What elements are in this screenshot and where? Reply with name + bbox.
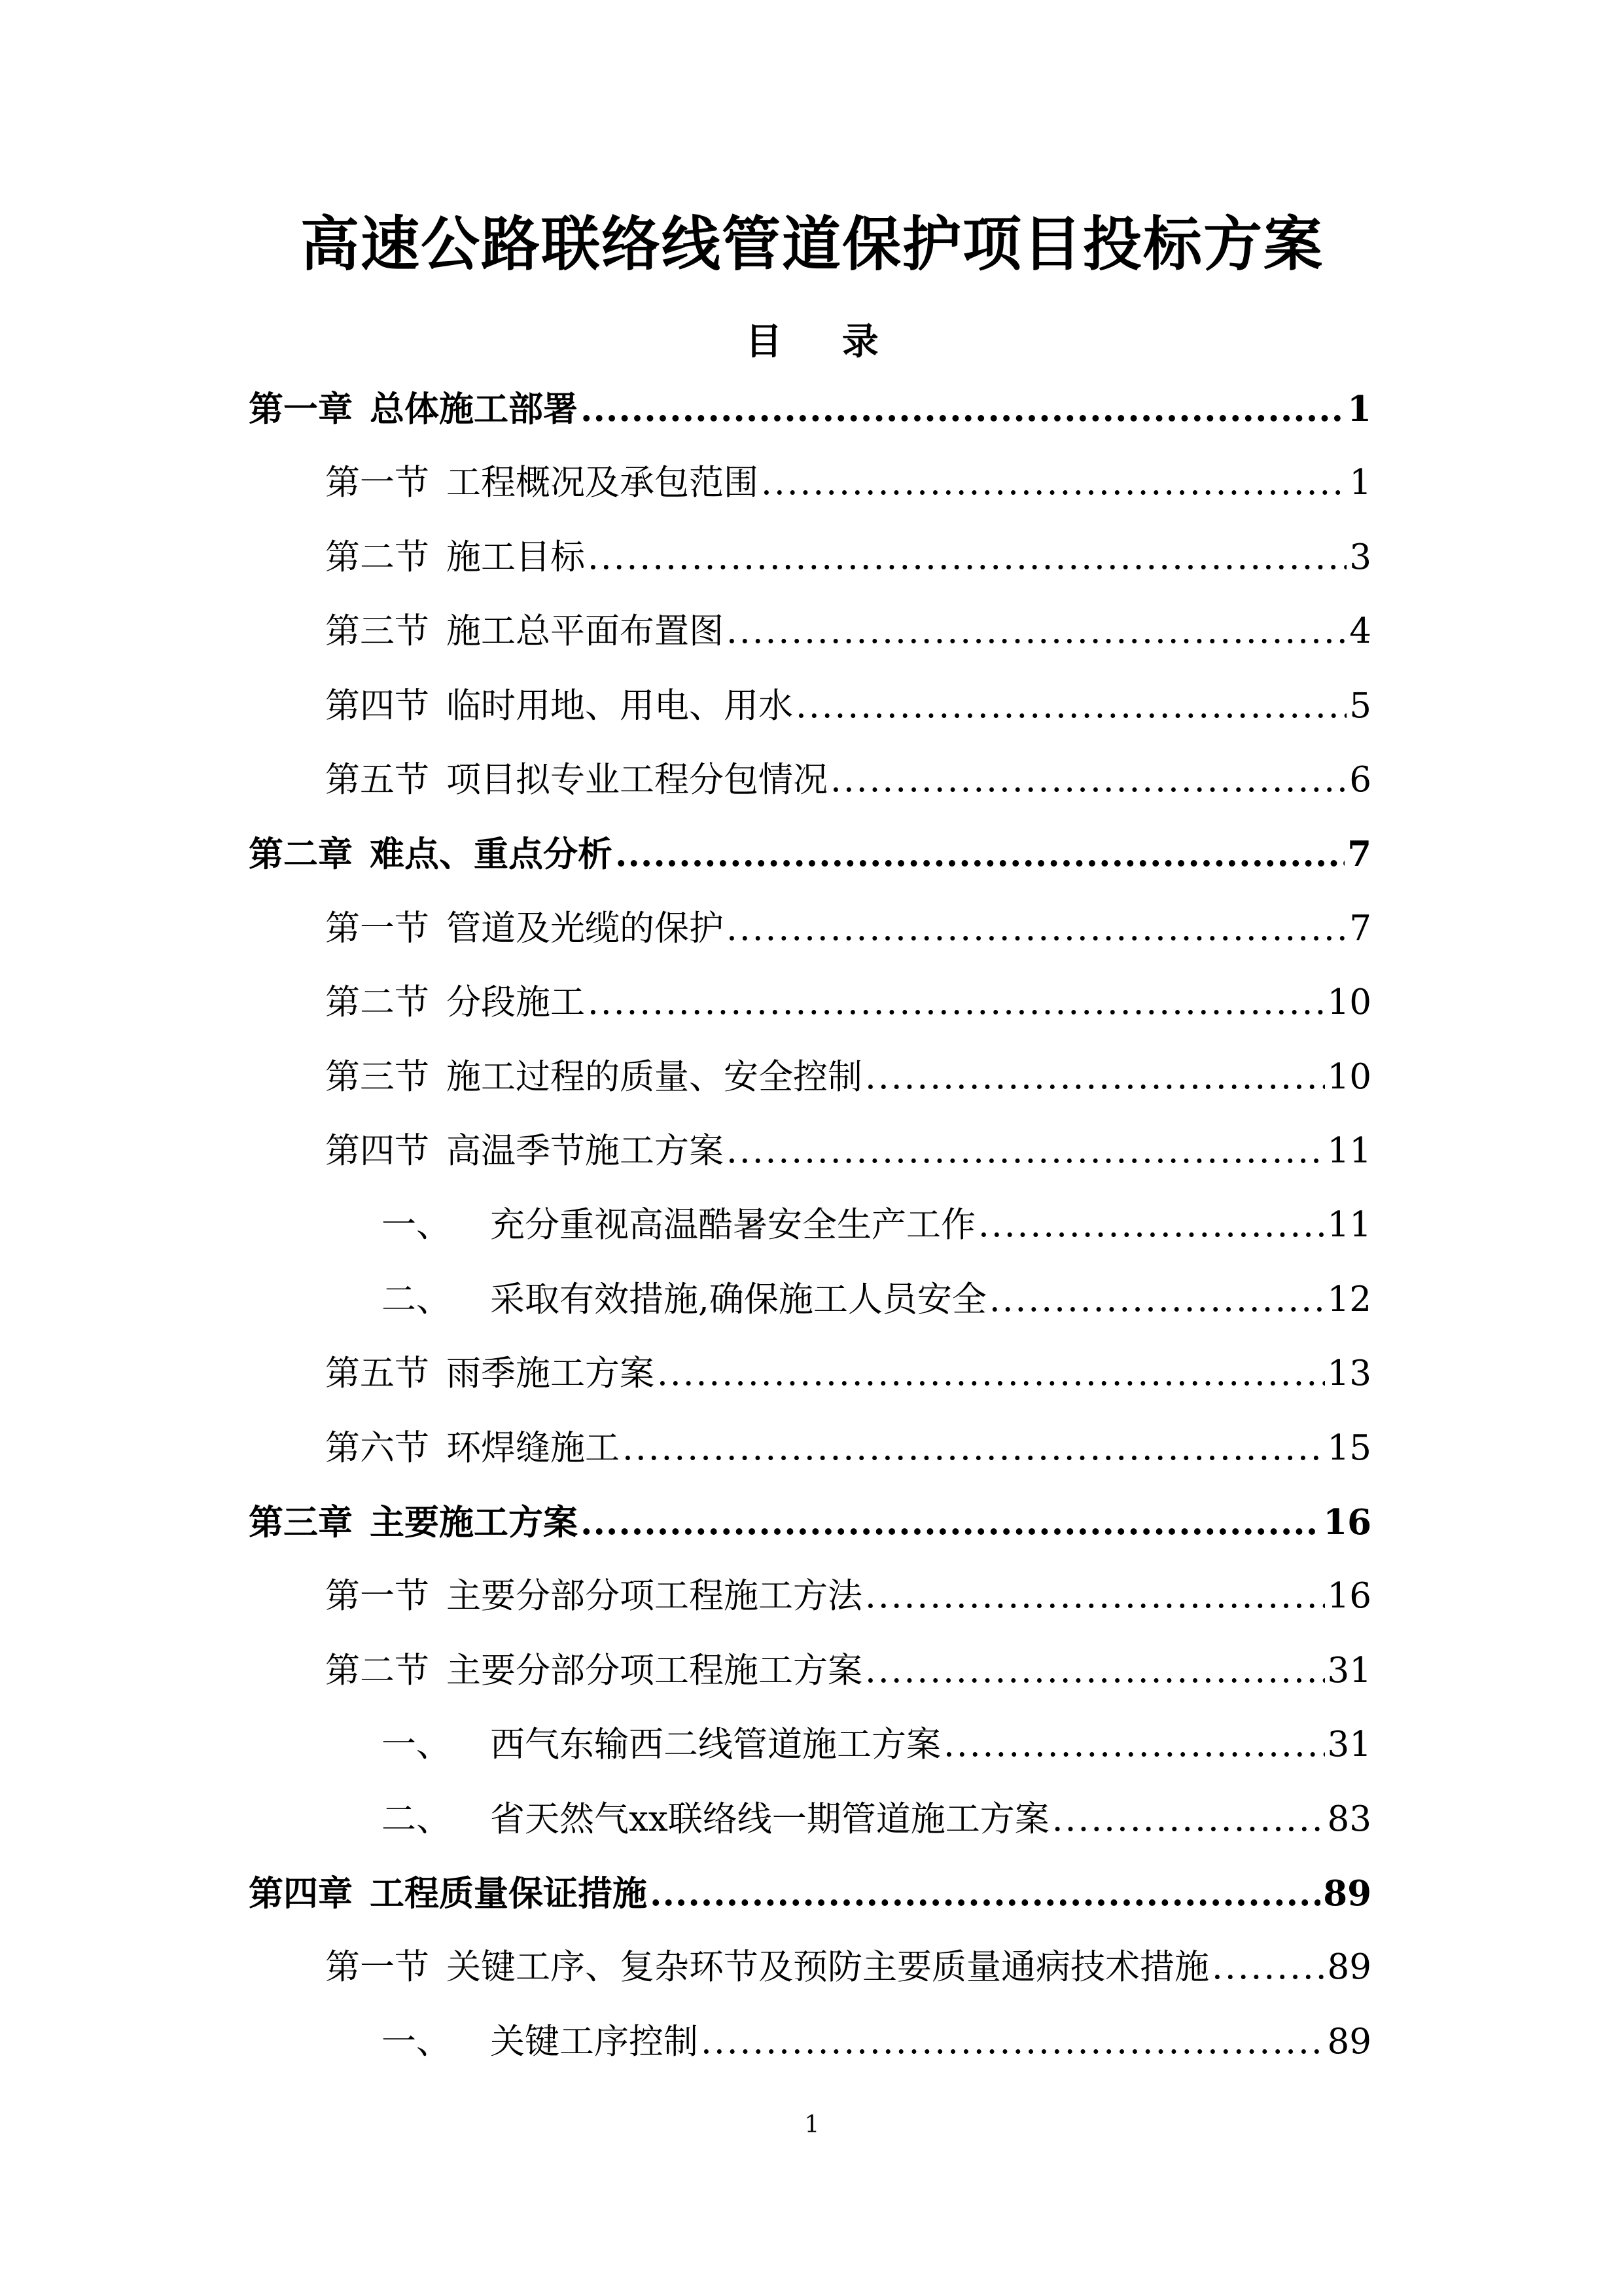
toc-entry-section[interactable] [325,677,1371,729]
toc-dot-leader [701,2019,1325,2065]
toc-entry-title: 施工目标 [446,537,585,577]
toc-entry-page: 16 [1327,1576,1371,1617]
toc-entry-title: 充分重视高温酷暑安全生产工作 [490,1205,976,1246]
toc-entry-page: 16 [1323,1502,1371,1543]
toc-entry-title: 主要分部分项工程施工方法 [446,1576,862,1617]
toc-entry-number: 第三节 [325,611,429,652]
toc-entry-section[interactable] [325,602,1371,655]
toc-entry-number: 第一节 [325,1576,429,1617]
toc-entry-page: 1 [1349,463,1371,503]
toc-dot-leader [865,1648,1325,1694]
toc-entry-title: 难点、重点分析 [370,834,612,875]
toc-entry-title: 主要分部分项工程施工方案 [446,1650,862,1691]
toc-entry-page: 89 [1323,1873,1371,1914]
toc-entry-page: 31 [1327,1725,1371,1765]
toc-entry-number: 第四节 [325,1131,429,1171]
toc-entry-number: 第一章 [249,389,353,429]
toc-dot-leader [588,535,1347,581]
toc-dot-leader [761,460,1347,506]
toc-dot-leader [726,1128,1325,1174]
toc-entry-title: 环焊缝施工 [446,1427,620,1468]
toc-dot-leader [615,831,1345,877]
toc-entry-page: 3 [1349,537,1371,577]
toc-entry-page: 89 [1327,1947,1371,1988]
toc-entry-title: 管道及光缆的保护 [446,908,724,948]
toc-entry-section[interactable] [325,1641,1371,1694]
toc-entry-section[interactable] [325,1938,1371,1990]
toc-dot-leader [1212,1945,1325,1990]
toc-entry-page: 89 [1327,2021,1371,2062]
toc-dot-leader [726,906,1347,952]
toc-entry-number: 第二章 [249,834,353,875]
toc-entry-title: 工程质量保证措施 [370,1873,647,1914]
toc-entry-section[interactable] [325,1567,1371,1619]
toc-entry-title: 采取有效措施,确保施工人员安全 [490,1279,987,1319]
toc-entry-number: 第四章 [249,1873,353,1914]
toc-entry-page: 10 [1327,982,1371,1023]
toc-entry-number: 二、 [381,1279,451,1319]
toc-dot-leader [726,609,1347,655]
toc-dot-leader [622,1426,1325,1471]
toc-dot-leader [580,1499,1320,1545]
toc-dot-leader [1052,1797,1325,1842]
toc-entry-number: 第六节 [325,1427,429,1468]
toc-dot-leader [944,1722,1325,1768]
toc-entry-title: 关键工序、复杂环节及预防主要质量通病技术措施 [446,1947,1209,1988]
toc-entry-section[interactable] [325,1419,1371,1471]
toc-entry-number: 第五节 [325,1354,429,1394]
toc-entry-page: 15 [1327,1427,1371,1468]
toc-dot-leader [657,1351,1325,1397]
toc-dot-leader [989,1277,1325,1323]
toc-entry-number: 第二节 [325,537,429,577]
toc-entry-page: 10 [1327,1056,1371,1097]
toc-entry-page: 11 [1327,1131,1371,1171]
toc-entry-number: 一、 [381,1725,451,1765]
toc-entry-title: 高温季节施工方案 [446,1131,724,1171]
toc-entry-page: 12 [1327,1279,1371,1319]
toc-entry-page: 5 [1349,685,1371,726]
toc-entry-page: 83 [1327,1799,1371,1839]
toc-entry-title: 施工总平面布置图 [446,611,724,652]
toc-entry-number: 第四节 [325,685,429,726]
toc-dot-leader [588,980,1325,1026]
toc-entry-page: 6 [1349,760,1371,800]
toc-entry-page: 31 [1327,1650,1371,1691]
toc-entry-page: 7 [1347,834,1371,875]
toc-entry-title: 临时用地、用电、用水 [446,685,793,726]
toc-entry-page: 1 [1347,389,1371,429]
toc-entry-page: 11 [1327,1205,1371,1246]
toc-entry-section[interactable] [325,1122,1371,1174]
toc-entry-section[interactable] [325,899,1371,952]
toc-entry-number: 第二节 [325,1650,429,1691]
toc-entry-number: 第五节 [325,760,429,800]
toc-entry-page: 13 [1327,1354,1371,1394]
page-number: 1 [804,2111,820,2138]
toc-entry-number: 第一节 [325,908,429,948]
toc-entry-section[interactable] [325,1048,1371,1100]
toc-dot-leader [650,1871,1320,1916]
toc-entry-item[interactable] [381,1270,1371,1323]
toc-entry-number: 一、 [381,2021,451,2062]
toc-entry-title: 关键工序控制 [490,2021,698,2062]
toc-entry-title: 项目拟专业工程分包情况 [446,760,828,800]
toc-entry-chapter[interactable] [249,1493,1371,1545]
toc-entry-section[interactable] [325,751,1371,803]
toc-entry-page: 7 [1349,908,1371,948]
toc-entry-section[interactable] [325,973,1371,1026]
toc-entry-number: 第三节 [325,1056,429,1097]
toc-entry-number: 第一节 [325,463,429,503]
toc-entry-number: 一、 [381,1205,451,1246]
toc-entry-item[interactable] [381,1715,1371,1768]
toc-entry-chapter[interactable] [249,380,1371,432]
toc-entry-number: 第一节 [325,1947,429,1988]
toc-dot-leader [796,683,1347,729]
toc-entry-title: 施工过程的质量、安全控制 [446,1056,862,1097]
toc-entry-title: 总体施工部署 [370,389,578,429]
toc-dot-leader [865,1573,1325,1619]
toc-entry-number: 二、 [381,1799,451,1839]
toc-entry-section[interactable] [325,454,1371,506]
toc-dot-leader [830,757,1347,803]
toc-dot-leader [978,1202,1325,1248]
toc-entry-title: 雨季施工方案 [446,1354,654,1394]
toc-entry-item[interactable] [381,1196,1371,1248]
toc-entry-item[interactable] [381,1790,1371,1842]
toc-entry-title: 西气东输西二线管道施工方案 [490,1725,941,1765]
toc-entry-page: 4 [1349,611,1371,652]
toc-heading: 目 录 [745,320,902,363]
toc-entry-chapter[interactable] [249,1864,1371,1916]
document-title: 高速公路联络线管道保护项目投标方案 [300,209,1324,279]
toc-entry-title: 主要施工方案 [370,1502,578,1543]
toc-entry-title: 分段施工 [446,982,585,1023]
toc-dot-leader [580,386,1345,432]
toc-entry-section[interactable] [325,528,1371,581]
toc-entry-section[interactable] [325,1344,1371,1397]
toc-entry-title: 工程概况及承包范围 [446,463,758,503]
toc-entry-number: 第二节 [325,982,429,1023]
toc-entry-item[interactable] [381,2013,1371,2065]
toc-entry-chapter[interactable] [249,825,1371,877]
toc-dot-leader [865,1054,1325,1100]
toc-entry-number: 第三章 [249,1502,353,1543]
toc-entry-title: 省天然气xx联络线一期管道施工方案 [490,1799,1050,1839]
